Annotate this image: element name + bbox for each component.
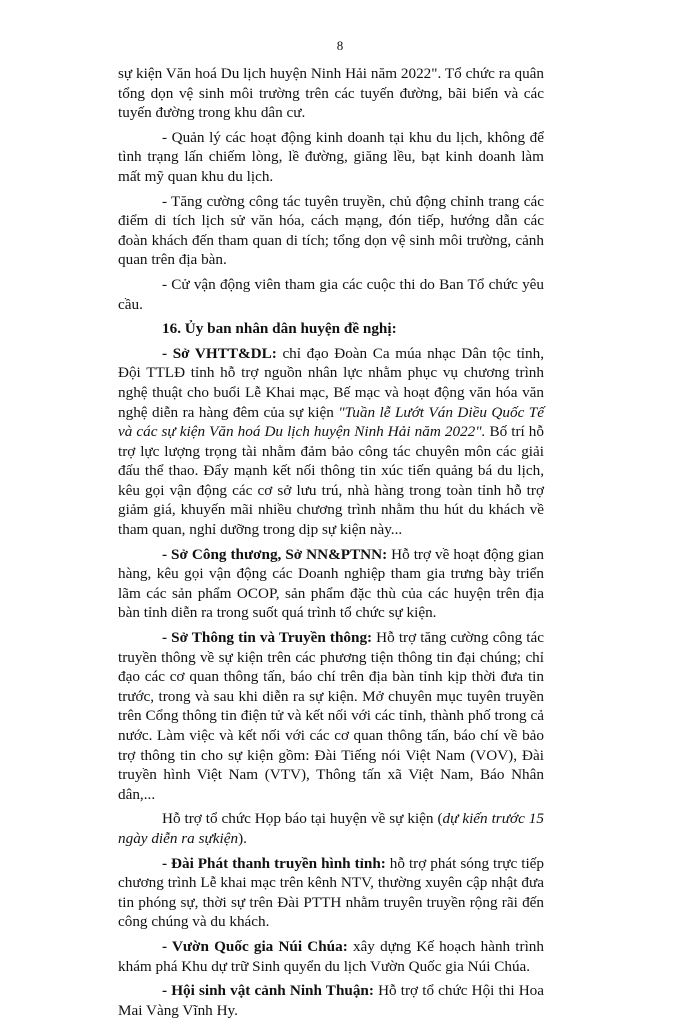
paragraph xyxy=(118,344,544,540)
agency-name: - Đài Phát thanh truyền hình tỉnh: xyxy=(162,854,386,872)
agency-name: - Sở Công thương, Sở NN&PTNN: xyxy=(162,545,388,563)
paragraph xyxy=(118,981,544,1020)
paragraph xyxy=(118,628,544,804)
paragraph: - Quản lý các hoạt động kinh doanh tại khu du lịch, không để tình trạng lấn chiếm lòng, lề đường, giăng lều, bạt kinh doanh làm mất mỹ quan khu du lịch. xyxy=(118,128,544,185)
paragraph-italic: dự kiến trước 15 ngày diễn ra sựkiện xyxy=(118,810,544,847)
paragraph xyxy=(118,809,544,848)
paragraph-text: Hỗ trợ tổ chức Hội thi Hoa Mai Vàng Vĩnh Hy. xyxy=(118,982,545,1019)
paragraph-text: Hỗ trợ tăng cường công tác truyền thông về sự kiện trên các phương tiện thông tin đại chúng; chỉ đạo các cơ quan thông tấn, báo chí trên địa bàn tỉnh kịp thời đưa tin trước, trong và sau khi diễn ra sự kiện. Mở chuyên mục tuyên truyền trên Cổng thông tin điện tử và kết nối với các tỉnh, thành phố trong cả nước. Làm việc và kết nối với các cơ quan thông tấn, báo chí về bảo trợ thông tin cho sự kiện gồm: Đài Tiếng nói Việt Nam (VOV), Đài truyền hình Việt Nam (VTV), Thông tấn xã Việt Nam, Báo Nhân dân,... xyxy=(118,629,544,803)
paragraph-text: xây dựng Kế hoạch hành trình khám phá Khu dự trữ Sinh quyển du lịch Vườn Quốc gia Núi Chúa. xyxy=(118,937,544,975)
paragraph-text: Bố trí hỗ trợ lực lượng trọng tài nhằm đảm bảo công tác chuyên môn các giải đấu thể thao. Đẩy mạnh kết nối thông tin xúc tiến quảng bá du lịch, kêu gọi vận động các cơ sở lưu trú, nhà hàng trong toàn tỉnh hỗ trợ giảm giá, khuyến mãi nhiều chương trình nhằm thu hút du khách về tham quan, nghỉ dưỡng trong dịp sự kiện này... xyxy=(118,423,544,539)
document-body xyxy=(118,64,544,1025)
paragraph-text: hỗ trợ phát sóng trực tiếp chương trình Lễ khai mạc trên kênh NTV, thường xuyên cập nhật đưa tin phóng sự, thời sự trên Đài PTTH nhằm truyên truyền rộng rãi đến công chúng và du khách. xyxy=(118,854,544,931)
paragraph xyxy=(118,854,544,932)
paragraph-text: Hỗ trợ tổ chức Họp báo tại huyện về sự kiện ( xyxy=(162,810,443,828)
paragraph: - Cử vận động viên tham gia các cuộc thi do Ban Tổ chức yêu cầu. xyxy=(118,275,544,313)
paragraph-text: Hỗ trợ về hoạt động gian hàng, kêu gọi vận động các Doanh nghiệp tham gia trưng bày triển lãm các sản phẩm OCOP, sản phẩm đặc thù của các huyện trên địa bàn tỉnh diễn ra trong suốt quá trình tổ chức sự kiện. xyxy=(118,545,544,622)
paragraph: sự kiện Văn hoá Du lịch huyện Ninh Hải năm 2022". Tổ chức ra quân tổng dọn vệ sinh môi trường trên các tuyến đường, bãi biển và các tuyến đường trong khu dân cư. xyxy=(118,65,544,122)
paragraph xyxy=(118,545,544,623)
agency-name: - Hội sinh vật cảnh Ninh Thuận: xyxy=(162,982,374,1000)
paragraph-text: ). xyxy=(238,829,247,847)
paragraph-text: chỉ đạo Đoàn Ca múa nhạc Dân tộc tỉnh, Đội TTLĐ tỉnh hỗ trợ nguồn nhân lực nhằm phục vụ chương trình nghệ thuật cho buổi Lễ Khai mạc, Bế mạc và hoạt động văn hóa văn nghệ diễn ra hàng đêm của sự kiện xyxy=(118,344,544,421)
paragraph: - Tăng cường công tác tuyên truyền, chủ động chỉnh trang các điểm di tích lịch sử văn hóa, cách mạng, đón tiếp, hướng dẫn các đoàn khách đến tham quan di tích; tổng dọn vệ sinh môi trường, cảnh quan trên địa bàn. xyxy=(118,192,544,269)
agency-name: - Sở VHTT&DL: xyxy=(162,344,277,362)
section-heading xyxy=(118,319,544,339)
event-name: "Tuần lễ Lướt Ván Diều Quốc Tế và các sự kiện Văn hoá Du lịch huyện Ninh Hải năm 2022". xyxy=(118,403,544,441)
paragraph xyxy=(118,937,544,976)
page-number: 8 xyxy=(336,38,344,53)
agency-name: - Vườn Quốc gia Núi Chúa: xyxy=(162,937,348,955)
heading-text: 16. Ủy ban nhân dân huyện đề nghị: xyxy=(162,320,397,338)
agency-name: - Sở Thông tin và Truyền thông: xyxy=(162,629,373,647)
